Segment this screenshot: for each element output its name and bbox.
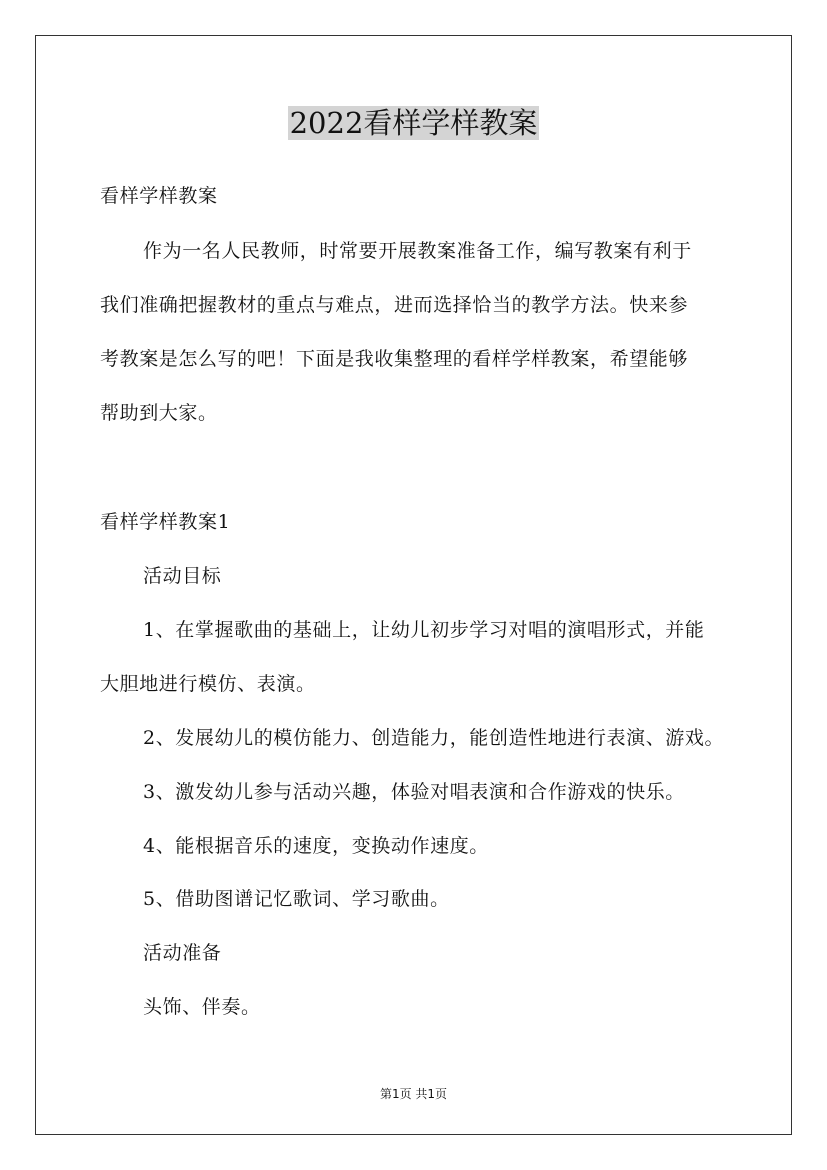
intro-line-3: 考教案是怎么写的吧！下面是我收集整理的看样学样教案，希望能够: [100, 348, 689, 370]
prep-heading: 活动准备: [143, 942, 222, 964]
goal-line-4: 3、激发幼儿参与活动兴趣，体验对唱表演和合作游戏的快乐。: [143, 781, 685, 803]
goal-line-1: 1、在掌握歌曲的基础上，让幼儿初步学习对唱的演唱形式，并能: [143, 619, 705, 641]
goal-line-3: 2、发展幼儿的模仿能力、创造能力，能创造性地进行表演、游戏。: [143, 727, 725, 749]
document-title: 2022看样学样教案: [289, 106, 538, 140]
intro-line-2: 我们准确把握教材的重点与难点，进而选择恰当的教学方法。快来参: [100, 294, 689, 316]
section-heading: 看样学样教案1: [100, 511, 231, 533]
intro-line-1: 作为一名人民教师，时常要开展教案准备工作，编写教案有利于: [143, 240, 692, 262]
intro-line-4: 帮助到大家。: [100, 402, 218, 424]
goal-line-2: 大胆地进行模仿、表演。: [100, 673, 316, 695]
goals-heading: 活动目标: [143, 565, 222, 587]
page-footer: 第1页 共1页: [379, 1087, 448, 1101]
goal-line-5: 4、能根据音乐的速度，变换动作速度。: [143, 835, 489, 857]
goal-line-6: 5、借助图谱记忆歌词、学习歌曲。: [143, 888, 450, 910]
heading: 看样学样教案: [100, 185, 218, 207]
prep-text: 头饰、伴奏。: [143, 996, 261, 1018]
